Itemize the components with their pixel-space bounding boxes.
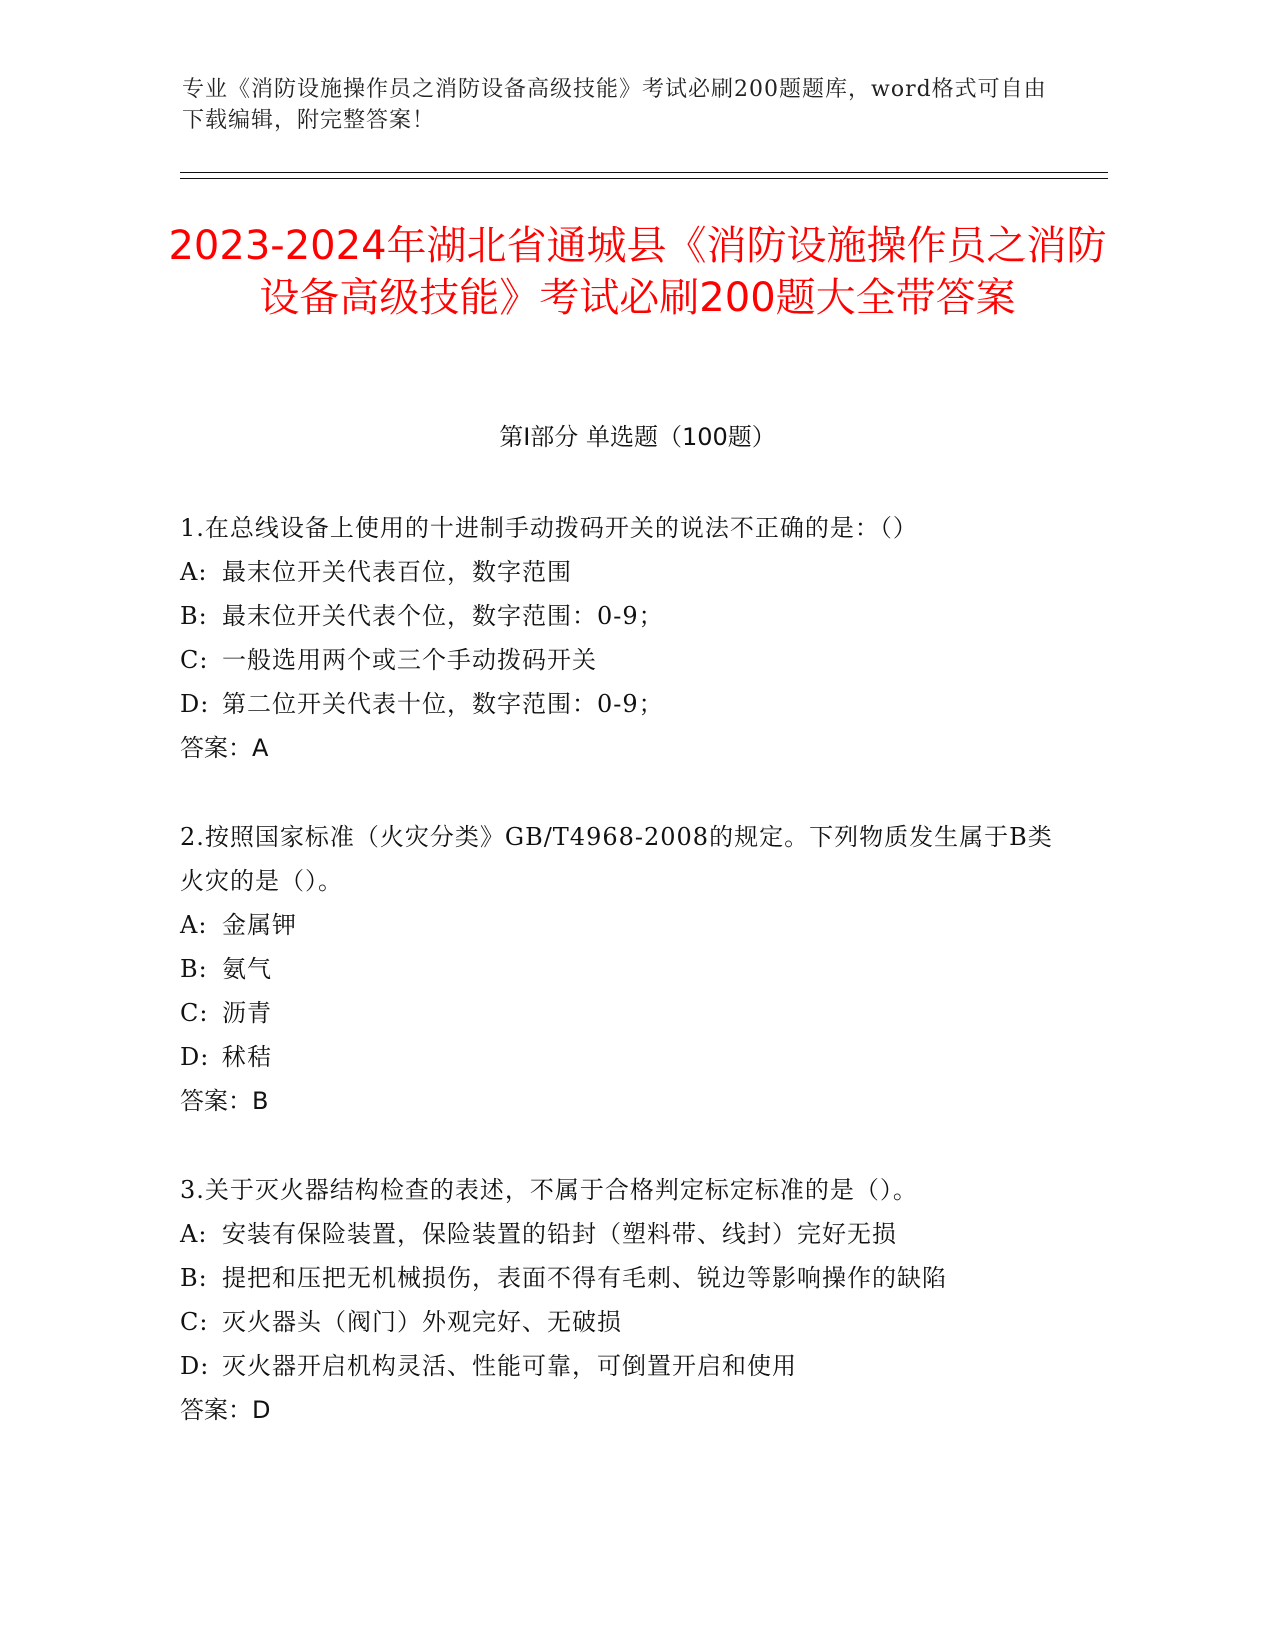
option-text: 提把和压把无机械损伤，表面不得有毛刺、锐边等影响操作的缺陷 (222, 1264, 947, 1292)
option-key: A: (180, 1220, 208, 1248)
option-text: 氨气 (222, 955, 272, 983)
option-key: B: (180, 955, 208, 983)
question-1 (180, 506, 1060, 770)
section-title: 第Ⅰ部分 单选题（100题） (499, 423, 776, 451)
option-key: C: (180, 646, 209, 674)
question-text: 2.按照国家标准（火灾分类》GB/T4968-2008的规定。下列物质发生属于B类火灾的是（）。 (180, 823, 1053, 895)
option-key: C: (180, 1308, 209, 1336)
question-2 (180, 815, 1060, 1123)
option-key: D: (180, 1352, 210, 1380)
option-key: B: (180, 602, 208, 630)
option-text: 灭火器头（阀门）外观完好、无破损 (222, 1308, 622, 1336)
option-text: 一般选用两个或三个手动拨码开关 (222, 646, 597, 674)
answer-label: 答案： (180, 1087, 252, 1115)
option-key: D: (180, 1043, 210, 1071)
option-d (180, 682, 1060, 726)
option-text: 第二位开关代表十位，数字范围：0-9； (222, 690, 664, 718)
option-text: 最末位开关代表个位，数字范围：0-9； (222, 602, 664, 630)
option-text: 沥青 (222, 999, 272, 1027)
question-text: 1.在总线设备上使用的十进制手动拨码开关的说法不正确的是：（） (180, 514, 918, 542)
question-3 (180, 1168, 1060, 1432)
option-text: 最末位开关代表百位，数字范围 (222, 558, 572, 586)
answer-value: A (252, 734, 269, 762)
question-text: 3.关于灭火器结构检查的表述，不属于合格判定标定标准的是（）。 (180, 1176, 918, 1204)
option-text: 秫秸 (222, 1043, 272, 1071)
option-c (180, 1300, 1060, 1344)
answer-value: D (252, 1396, 271, 1424)
document-title: 2023-2024年湖北省通城县《消防设施操作员之消防设备高级技能》考试必刷200题大全带答案 (168, 223, 1107, 321)
option-key: A: (180, 558, 208, 586)
header-divider-top (180, 172, 1108, 173)
answer-label: 答案： (180, 734, 252, 762)
option-a (180, 1212, 1060, 1256)
option-a (180, 903, 1060, 947)
answer-line (180, 726, 1060, 770)
option-d (180, 1035, 1060, 1079)
option-b (180, 947, 1060, 991)
option-b (180, 1256, 1060, 1300)
option-d (180, 1344, 1060, 1388)
option-text: 安装有保险装置，保险装置的铅封（塑料带、线封）完好无损 (222, 1220, 897, 1248)
header-divider-bottom (180, 178, 1108, 179)
option-text: 金属钾 (222, 911, 297, 939)
answer-line (180, 1079, 1060, 1123)
option-a (180, 550, 1060, 594)
answer-label: 答案： (180, 1396, 252, 1424)
answer-line (180, 1388, 1060, 1432)
answer-value: B (252, 1087, 269, 1115)
option-key: D: (180, 690, 210, 718)
option-b (180, 594, 1060, 638)
option-key: B: (180, 1264, 208, 1292)
question-list (180, 506, 1060, 1477)
option-c (180, 991, 1060, 1035)
option-key: C: (180, 999, 209, 1027)
option-text: 灭火器开启机构灵活、性能可靠，可倒置开启和使用 (222, 1352, 797, 1380)
option-c (180, 638, 1060, 682)
option-key: A: (180, 911, 208, 939)
header-note: 专业《消防设施操作员之消防设备高级技能》考试必刷200题题库，word格式可自由下载编辑，附完整答案！ (182, 77, 1047, 133)
